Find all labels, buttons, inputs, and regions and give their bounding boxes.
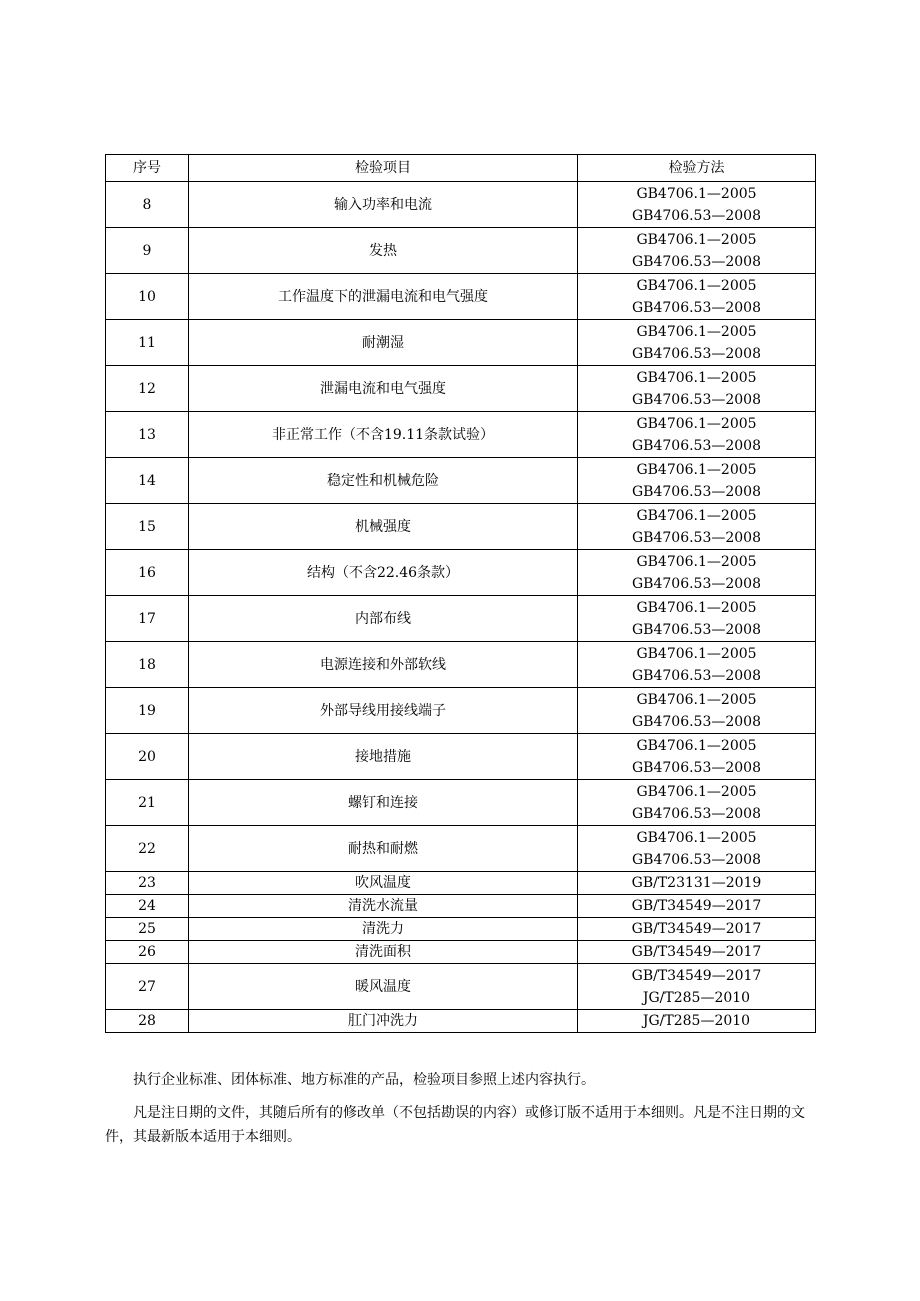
row-method bbox=[578, 688, 816, 734]
method-standard: GB4706.53—2008 bbox=[632, 437, 761, 454]
table-row bbox=[106, 320, 816, 366]
table-row bbox=[106, 366, 816, 412]
row-number: 25 bbox=[106, 918, 189, 941]
row-number: 12 bbox=[106, 366, 189, 412]
row-item: 泄漏电流和电气强度 bbox=[189, 366, 578, 412]
row-item: 内部布线 bbox=[189, 596, 578, 642]
row-method bbox=[578, 895, 816, 918]
row-item: 清洗面积 bbox=[189, 941, 578, 964]
inspection-items-table bbox=[105, 154, 816, 1033]
row-method bbox=[578, 826, 816, 872]
row-number: 10 bbox=[106, 274, 189, 320]
table-row bbox=[106, 550, 816, 596]
row-number: 11 bbox=[106, 320, 189, 366]
method-standard: GB4706.53—2008 bbox=[632, 805, 761, 822]
row-method bbox=[578, 458, 816, 504]
method-standard: GB4706.53—2008 bbox=[632, 345, 761, 362]
table-row bbox=[106, 941, 816, 964]
notes-section bbox=[105, 1068, 815, 1158]
header-method: 检验方法 bbox=[578, 155, 816, 182]
table-row bbox=[106, 964, 816, 1010]
row-number: 8 bbox=[106, 182, 189, 228]
method-standard: GB4706.1—2005 bbox=[636, 553, 757, 570]
method-standard: GB4706.1—2005 bbox=[636, 599, 757, 616]
row-method bbox=[578, 596, 816, 642]
method-standard: GB4706.1—2005 bbox=[636, 737, 757, 754]
method-standard: GB4706.53—2008 bbox=[632, 713, 761, 730]
method-standard: GB4706.1—2005 bbox=[636, 185, 757, 202]
method-standard: GB/T34549—2017 bbox=[631, 967, 762, 984]
row-method bbox=[578, 918, 816, 941]
method-standard: GB4706.53—2008 bbox=[632, 851, 761, 868]
method-standard: GB4706.1—2005 bbox=[636, 645, 757, 662]
table-row bbox=[106, 918, 816, 941]
method-standard: GB4706.53—2008 bbox=[632, 529, 761, 546]
table-row bbox=[106, 688, 816, 734]
row-number: 22 bbox=[106, 826, 189, 872]
row-item: 肛门冲洗力 bbox=[189, 1010, 578, 1033]
method-standard: GB4706.53—2008 bbox=[632, 759, 761, 776]
row-method bbox=[578, 320, 816, 366]
row-number: 23 bbox=[106, 872, 189, 895]
header-no: 序号 bbox=[106, 155, 189, 182]
table-row bbox=[106, 596, 816, 642]
row-item: 暖风温度 bbox=[189, 964, 578, 1010]
row-item: 耐热和耐燃 bbox=[189, 826, 578, 872]
table-row bbox=[106, 895, 816, 918]
header-item: 检验项目 bbox=[189, 155, 578, 182]
row-item: 稳定性和机械危险 bbox=[189, 458, 578, 504]
table-header-row bbox=[106, 155, 816, 182]
row-number: 21 bbox=[106, 780, 189, 826]
row-item: 接地措施 bbox=[189, 734, 578, 780]
table-row bbox=[106, 734, 816, 780]
row-number: 9 bbox=[106, 228, 189, 274]
row-item: 外部导线用接线端子 bbox=[189, 688, 578, 734]
row-number: 24 bbox=[106, 895, 189, 918]
row-item: 耐潮湿 bbox=[189, 320, 578, 366]
row-number: 26 bbox=[106, 941, 189, 964]
method-standard: GB4706.53—2008 bbox=[632, 253, 761, 270]
method-standard: JG/T285—2010 bbox=[642, 989, 751, 1006]
row-item: 吹风温度 bbox=[189, 872, 578, 895]
method-standard: GB4706.1—2005 bbox=[636, 415, 757, 432]
row-method bbox=[578, 550, 816, 596]
method-standard: GB4706.1—2005 bbox=[636, 369, 757, 386]
row-item: 清洗力 bbox=[189, 918, 578, 941]
row-method bbox=[578, 642, 816, 688]
table-row bbox=[106, 182, 816, 228]
row-number: 28 bbox=[106, 1010, 189, 1033]
table-row bbox=[106, 458, 816, 504]
row-number: 19 bbox=[106, 688, 189, 734]
row-method bbox=[578, 941, 816, 964]
row-number: 20 bbox=[106, 734, 189, 780]
method-standard: GB/T34549—2017 bbox=[631, 898, 762, 914]
method-standard: GB4706.1—2005 bbox=[636, 231, 757, 248]
row-method bbox=[578, 504, 816, 550]
method-standard: GB4706.1—2005 bbox=[636, 691, 757, 708]
table-row bbox=[106, 780, 816, 826]
table-row bbox=[106, 826, 816, 872]
note-paragraph-2: 凡是注日期的文件，其随后所有的修改单（不包括勘误的内容）或修订版不适用于本细则。凡是不注日期的文件，其最新版本适用于本细则。 bbox=[105, 1105, 805, 1145]
row-item: 电源连接和外部软线 bbox=[189, 642, 578, 688]
row-item: 输入功率和电流 bbox=[189, 182, 578, 228]
method-standard: GB/T34549—2017 bbox=[631, 921, 762, 937]
table-row bbox=[106, 642, 816, 688]
method-standard: GB4706.1—2005 bbox=[636, 829, 757, 846]
table-row bbox=[106, 274, 816, 320]
method-standard: GB4706.53—2008 bbox=[632, 299, 761, 316]
row-number: 27 bbox=[106, 964, 189, 1010]
method-standard: GB4706.1—2005 bbox=[636, 461, 757, 478]
method-standard: GB4706.53—2008 bbox=[632, 621, 761, 638]
method-standard: GB4706.1—2005 bbox=[636, 323, 757, 340]
note-paragraph-1: 执行企业标准、团体标准、地方标准的产品，检验项目参照上述内容执行。 bbox=[133, 1072, 595, 1088]
method-standard: GB4706.53—2008 bbox=[632, 207, 761, 224]
table-row bbox=[106, 1010, 816, 1033]
row-number: 14 bbox=[106, 458, 189, 504]
row-method bbox=[578, 964, 816, 1010]
row-method bbox=[578, 780, 816, 826]
row-item: 清洗水流量 bbox=[189, 895, 578, 918]
table-body bbox=[106, 182, 816, 1033]
row-method bbox=[578, 182, 816, 228]
method-standard: GB4706.1—2005 bbox=[636, 783, 757, 800]
row-item: 螺钉和连接 bbox=[189, 780, 578, 826]
table-row bbox=[106, 412, 816, 458]
row-method bbox=[578, 228, 816, 274]
row-item: 机械强度 bbox=[189, 504, 578, 550]
row-number: 18 bbox=[106, 642, 189, 688]
row-method bbox=[578, 872, 816, 895]
method-standard: GB4706.53—2008 bbox=[632, 391, 761, 408]
method-standard: JG/T285—2010 bbox=[642, 1013, 751, 1029]
table-row bbox=[106, 872, 816, 895]
row-method bbox=[578, 274, 816, 320]
row-item: 工作温度下的泄漏电流和电气强度 bbox=[189, 274, 578, 320]
method-standard: GB4706.53—2008 bbox=[632, 667, 761, 684]
method-standard: GB4706.53—2008 bbox=[632, 483, 761, 500]
row-method bbox=[578, 366, 816, 412]
method-standard: GB/T23131—2019 bbox=[631, 875, 762, 891]
row-method bbox=[578, 1010, 816, 1033]
row-number: 16 bbox=[106, 550, 189, 596]
method-standard: GB/T34549—2017 bbox=[631, 944, 762, 960]
row-number: 15 bbox=[106, 504, 189, 550]
row-number: 17 bbox=[106, 596, 189, 642]
row-method bbox=[578, 734, 816, 780]
method-standard: GB4706.1—2005 bbox=[636, 277, 757, 294]
table-row bbox=[106, 504, 816, 550]
method-standard: GB4706.53—2008 bbox=[632, 575, 761, 592]
row-item: 发热 bbox=[189, 228, 578, 274]
row-method bbox=[578, 412, 816, 458]
method-standard: GB4706.1—2005 bbox=[636, 507, 757, 524]
row-number: 13 bbox=[106, 412, 189, 458]
row-item: 非正常工作（不含19.11条款试验） bbox=[189, 412, 578, 458]
table-row bbox=[106, 228, 816, 274]
row-item: 结构（不含22.46条款） bbox=[189, 550, 578, 596]
